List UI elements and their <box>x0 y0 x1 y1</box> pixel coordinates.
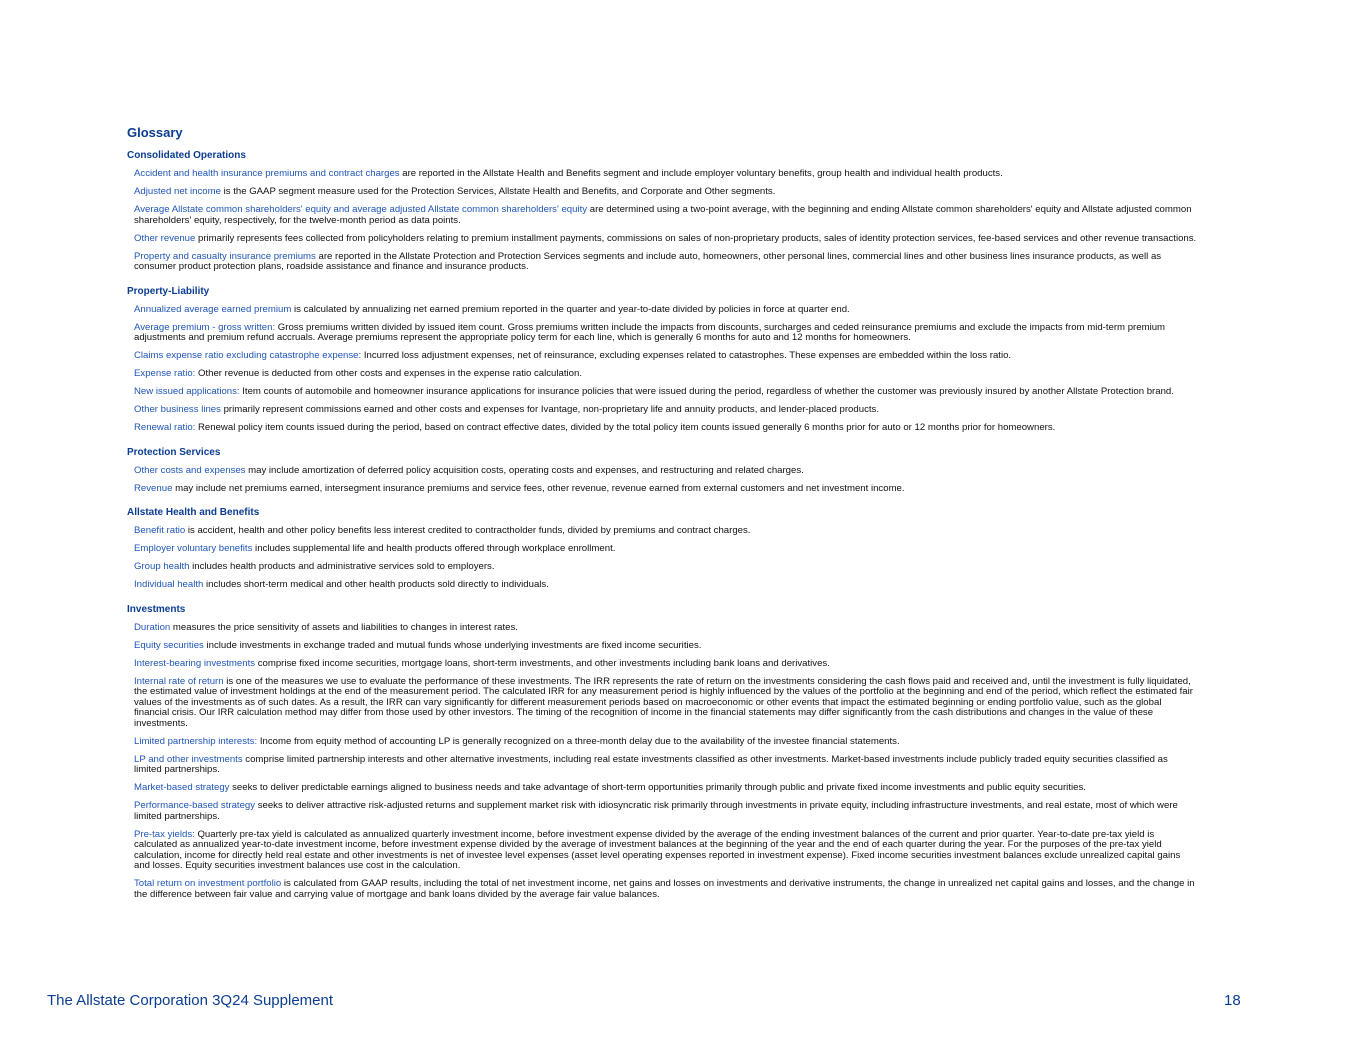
glossary-definition: may include net premiums earned, intersegment insurance premiums and service fees, other revenue, revenue earned from external customers and net investment income. <box>172 482 905 494</box>
glossary-section <box>127 149 1197 273</box>
glossary-entry <box>134 641 1197 652</box>
glossary-entry <box>134 305 1197 316</box>
glossary-definition: Incurred loss adjustment expenses, net of reinsurance, excluding expenses related to catastrophes. These expenses are embedded within the loss ratio. <box>361 350 1012 361</box>
glossary-entry <box>134 187 1197 198</box>
glossary-term: Internal rate of return <box>134 675 224 687</box>
glossary-section <box>127 603 1197 901</box>
glossary-term: Accident and health insurance premiums and contract charges <box>134 168 400 179</box>
page-number: 18 <box>1224 992 1241 1009</box>
glossary-term: New issued applications: <box>134 386 240 397</box>
glossary-term: Interest-bearing investments <box>134 657 256 669</box>
glossary-entry <box>134 351 1197 362</box>
glossary-term: Adjusted net income <box>134 186 221 197</box>
glossary-entry <box>134 323 1197 344</box>
glossary-term: Duration <box>134 621 171 633</box>
glossary-term: Renewal ratio: <box>134 422 196 433</box>
glossary-sections <box>127 149 1197 900</box>
glossary-term: Other revenue <box>134 232 196 244</box>
glossary-definition: includes health products and administrative services sold to employers. <box>189 561 495 572</box>
glossary-definition: is accident, health and other policy benefits less interest credited to contractholder funds, divided by premiums and contract charges. <box>185 525 751 536</box>
glossary-term: Claims expense ratio excluding catastrophe expense: <box>134 350 362 361</box>
glossary-term: Performance-based strategy <box>134 800 256 811</box>
glossary-definition: are determined using a two-point average, with the beginning and ending Allstate common shareholders' equity and Allstate adjusted common shareholders' equity, respectively, for the twelve-month period as data points. <box>134 204 1192 226</box>
glossary-term: Average premium - gross written: <box>134 321 276 333</box>
glossary-term: Benefit ratio <box>134 525 186 536</box>
glossary-entry <box>134 466 1197 477</box>
glossary-term: Group health <box>134 561 190 572</box>
glossary-definition: seeks to deliver attractive risk-adjusted returns and supplement market risk with idiosyncratic risk primarily through investments in private equity, including infrastructure investments, and real estate, most of which were limited partnerships. <box>134 800 1178 822</box>
glossary-entry <box>134 405 1197 416</box>
glossary-entry <box>134 659 1197 670</box>
glossary-term: Other business lines <box>134 404 221 415</box>
glossary-term: Total return on investment portfolio <box>134 878 282 889</box>
glossary-section <box>127 506 1197 591</box>
glossary-entry <box>134 562 1197 573</box>
glossary-content <box>127 125 1197 912</box>
glossary-term: Limited partnership interests: <box>134 735 258 747</box>
glossary-definition: are reported in the Allstate Protection and Protection Services segments and include auto, homeowners, other personal lines, commercial lines and other business lines insurance products, as well as consumer product protection plans, roadside assistance and finance and insurance products. <box>134 250 1162 272</box>
glossary-definition: is calculated from GAAP results, including the total of net investment income, net gains and losses on investments and derivative instruments, the change in unrealized net capital gains and losses, and the change in the difference between fair value and carrying value of mortgage and bank loans divided by the average fair value balances. <box>134 878 1195 900</box>
glossary-definition: include investments in exchange traded and mutual funds whose underlying investments are fixed income securities. <box>203 639 702 651</box>
glossary-entry <box>134 252 1197 273</box>
glossary-definition: primarily represent commissions earned and other costs and expenses for Ivantage, non-proprietary life and annuity products, and lender-placed products. <box>220 404 879 415</box>
glossary-definition: is one of the measures we use to evaluate the performance of these investments. The IRR represents the rate of return on the investments considering the cash flows paid and received and, until the investment is fully liquidated, the estimated value of investment holdings at the end of the measurement period. The calculated IRR for any measurement period is highly influenced by the values of the portfolio at the beginning and end of the period, which reflect the estimated fair values of the investments as of such dates. As a result, the IRR can vary significantly for different measurement periods based on macroeconomic or other events that impact the estimated beginning or ending portfolio value, such as the global financial crisis. Our IRR calculation method may differ from those used by other investors. The timing of the recognition of income in the financial statements may differ significantly from the cash distributions and changes in the value of these investments. <box>134 675 1193 729</box>
glossary-entry <box>134 783 1197 794</box>
glossary-definition: primarily represents fees collected from policyholders relating to premium installment payments, commissions on sales of non-proprietary products, sales of identity protection services, fee-based services and other revenue transactions. <box>195 232 1197 244</box>
glossary-term: Equity securities <box>134 639 204 651</box>
section-heading: Protection Services <box>127 446 221 458</box>
glossary-definition: are reported in the Allstate Health and Benefits segment and include employer voluntary benefits, group health and individual health products. <box>399 168 1003 179</box>
glossary-term: Annualized average earned premium <box>134 303 292 315</box>
glossary-term: Property and casualty insurance premiums <box>134 250 316 262</box>
glossary-entry <box>134 205 1197 226</box>
glossary-definition: Other revenue is deducted from other costs and expenses in the expense ratio calculation. <box>195 368 582 379</box>
glossary-term: LP and other investments <box>134 753 243 765</box>
glossary-entry <box>134 830 1197 872</box>
glossary-term: Expense ratio: <box>134 368 196 379</box>
glossary-entry <box>134 423 1197 434</box>
glossary-definition: measures the price sensitivity of assets and liabilities to changes in interest rates. <box>170 621 518 633</box>
glossary-definition: Renewal policy item counts issued during the period, based on contract effective dates, divided by the total policy item counts issued generally 6 months prior for auto or 12 months prior for homeowners. <box>195 422 1056 433</box>
glossary-term: Average Allstate common shareholders' equity and average adjusted Allstate common shareholders' equity <box>134 204 588 215</box>
section-heading: Allstate Health and Benefits <box>127 507 260 518</box>
glossary-section <box>127 285 1197 434</box>
section-heading: Property-Liability <box>127 285 210 297</box>
glossary-term: Employer voluntary benefits <box>134 543 253 554</box>
glossary-entry <box>134 677 1197 730</box>
glossary-entry <box>134 484 1197 495</box>
glossary-entry <box>134 801 1197 822</box>
glossary-entry <box>134 623 1197 634</box>
glossary-entry <box>134 234 1197 245</box>
glossary-definition: includes short-term medical and other health products sold directly to individuals. <box>203 579 549 590</box>
glossary-entry <box>134 879 1197 900</box>
glossary-definition: Income from equity method of accounting LP is generally recognized on a three-month delay due to the availability of the investee financial statements. <box>257 735 900 747</box>
glossary-term: Other costs and expenses <box>134 464 246 476</box>
glossary-definition: may include amortization of deferred policy acquisition costs, operating costs and expenses, and restructuring and related charges. <box>245 464 804 476</box>
glossary-term: Market-based strategy <box>134 782 230 793</box>
glossary-entry <box>134 580 1197 591</box>
glossary-section <box>127 446 1197 495</box>
glossary-term: Pre-tax yields: <box>134 828 195 840</box>
glossary-entry <box>134 169 1197 180</box>
glossary-entry <box>134 526 1197 537</box>
glossary-definition: comprise fixed income securities, mortgage loans, short-term investments, and other investments including bank loans and derivatives. <box>255 657 830 669</box>
glossary-entry <box>134 755 1197 776</box>
glossary-entry <box>134 387 1197 398</box>
glossary-definition: Gross premiums written divided by issued item count. Gross premiums written include the impacts from discounts, surcharges and ceded reinsurance premiums and exclude the impacts from mid-term premium adjustments and premium refund accruals. Average premiums represent the appropriate policy term for each line, which is generally 6 months for auto and 12 months for homeowners. <box>134 321 1166 343</box>
glossary-definition: Item counts of automobile and homeowner insurance applications for insurance policies that were issued during the period, regardless of whether the customer was previously insured by another Allstate Protection brand. <box>239 386 1174 397</box>
footer-title: The Allstate Corporation 3Q24 Supplement <box>47 992 334 1009</box>
glossary-definition: is the GAAP segment measure used for the Protection Services, Allstate Health and Benefits, and Corporate and Other segments. <box>220 186 776 197</box>
glossary-term: Individual health <box>134 579 204 590</box>
glossary-definition: Quarterly pre-tax yield is calculated as annualized quarterly investment income, before investment expense divided by the average of the ending investment balances of the current and prior quarter. Year-to-date pre-tax yield is calculated as annualized year-to-date investment income, before investment expense divided by the average of investment balances at the beginning of the year and the end of each quarter during the year. For the purposes of the pre-tax yield calculation, income for directly held real estate and other investments is net of investee level expenses (asset level operating expenses reported in investment expense). Fixed income securities investment balances exclude unrealized capital gains and losses. Equity securities investment balances use cost in the calculation. <box>134 828 1181 871</box>
glossary-term: Revenue <box>134 482 173 494</box>
glossary-definition: includes supplemental life and health products offered through workplace enrollment. <box>252 543 616 554</box>
glossary-entry <box>134 369 1197 380</box>
page-title: Glossary <box>127 125 183 140</box>
section-heading: Consolidated Operations <box>127 150 246 161</box>
section-heading: Investments <box>127 603 186 615</box>
glossary-definition: is calculated by annualizing net earned premium reported in the quarter and year-to-date divided by policies in force at quarter end. <box>291 303 850 315</box>
glossary-entry <box>134 737 1197 748</box>
glossary-entry <box>134 544 1197 555</box>
glossary-definition: seeks to deliver predictable earnings aligned to business needs and take advantage of short-term opportunities primarily through public and private fixed income investments and public equity securities. <box>229 782 1086 793</box>
glossary-definition: comprise limited partnership interests and other alternative investments, including real estate investments classified as other investments. Market-based investments include publicly traded equity securities classified as limited partnerships. <box>134 753 1168 775</box>
